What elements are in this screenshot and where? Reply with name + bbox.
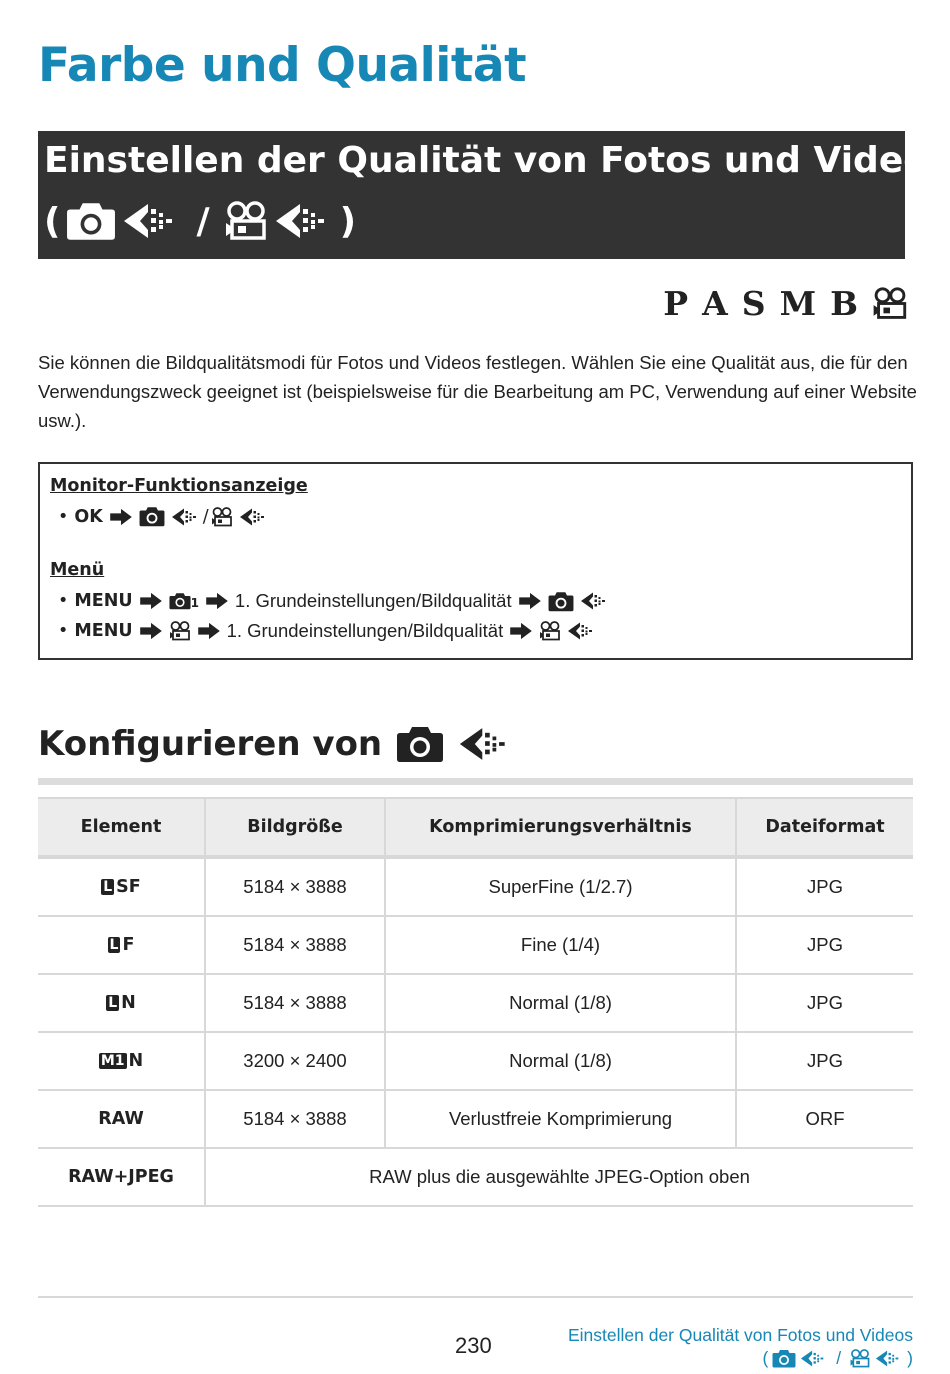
size-badge: L [103, 879, 113, 895]
intro-text: Sie können die Bildqualitätsmodi für Fotos und Videos festlegen. Wählen Sie eine Qualität aus, die für den Verwendungszweck geeignet ist (beispielsweise für die Bearbeitung am PC, Verwendung auf einer Website usw.). [38, 352, 917, 431]
right-arrow-icon [197, 622, 221, 640]
merged-cell: RAW plus die ausgewählte JPEG-Option oben [205, 1148, 913, 1206]
size-cell: 5184 × 3888 [205, 857, 385, 916]
camera-icon [772, 1349, 796, 1368]
element-cell: RAW+JPEG [38, 1148, 205, 1206]
menu-path-photo [58, 590, 610, 612]
mode-label: N [121, 993, 136, 1013]
right-arrow-icon [509, 622, 533, 640]
menu-path-text: 1. Grundeinstellungen/Bildqualität [234, 590, 512, 611]
size-badge: L [108, 995, 118, 1011]
right-arrow-icon [139, 622, 163, 640]
image-quality-icon [800, 1349, 828, 1368]
element-cell [38, 1090, 205, 1148]
right-arrow-icon [139, 592, 163, 610]
mode-m: M [779, 284, 817, 323]
mode-a: A [702, 284, 728, 323]
camera-icon [66, 201, 116, 241]
banner-icons [44, 193, 356, 249]
monitor-path [58, 506, 269, 527]
format-cell: JPG [736, 974, 913, 1032]
size-badge: M1 [100, 1053, 125, 1069]
slash: / [202, 506, 209, 527]
header-size: Bildgröße [205, 798, 385, 857]
element-cell [38, 916, 205, 974]
compression-cell: SuperFine (1/2.7) [385, 857, 736, 916]
menu-key: MENU [74, 621, 133, 641]
size-cell: 5184 × 3888 [205, 974, 385, 1032]
format-cell: JPG [736, 1032, 913, 1090]
size-cell: 5184 × 3888 [205, 1090, 385, 1148]
mode-label: SF [116, 877, 141, 897]
mode-label: RAW [98, 1109, 144, 1129]
banner-slash: / [196, 200, 210, 242]
section-heading [38, 724, 514, 764]
banner-close-paren: ) [339, 200, 357, 242]
access-box [38, 462, 913, 660]
table-row [38, 857, 913, 916]
menu-heading: Menü [50, 560, 105, 580]
chapter-title: Farbe und Qualität [38, 38, 527, 93]
footer-rule [38, 1296, 913, 1298]
size-badge: L [109, 937, 119, 953]
header-compression: Komprimierungsverhältnis [385, 798, 736, 857]
format-cell: JPG [736, 857, 913, 916]
movie-camera-icon [224, 201, 268, 241]
mode-s: S [741, 284, 766, 323]
footer-link[interactable] [568, 1324, 913, 1370]
format-cell: JPG [736, 916, 913, 974]
tab-subscript: 1 [190, 596, 199, 610]
compression-cell: Fine (1/4) [385, 916, 736, 974]
page-number: 230 [455, 1333, 492, 1358]
menu-path-movie [58, 620, 597, 642]
element-cell [38, 857, 205, 916]
menu-key: MENU [74, 591, 133, 611]
camera-icon [396, 725, 444, 763]
image-quality-icon [171, 507, 201, 527]
image-quality-icon [580, 591, 610, 611]
size-cell: 5184 × 3888 [205, 916, 385, 974]
photo-menu-tab [169, 592, 199, 610]
mode-p: P [663, 284, 689, 323]
camera-icon [548, 591, 574, 612]
table-header-row [38, 798, 913, 857]
movie-camera-icon [872, 287, 908, 320]
bullet: • [58, 591, 69, 611]
movie-camera-icon [169, 621, 191, 641]
format-cell: ORF [736, 1090, 913, 1148]
table-row [38, 1090, 913, 1148]
movie-camera-icon [849, 1349, 871, 1368]
camera-icon [139, 506, 165, 527]
header-element: Element [38, 798, 205, 857]
compression-cell: Normal (1/8) [385, 974, 736, 1032]
image-quality-icon [239, 507, 269, 527]
section-title: Konfigurieren von [38, 724, 383, 764]
quality-table [38, 797, 913, 1207]
movie-camera-icon [539, 621, 561, 641]
footer-link-title[interactable]: Einstellen der Qualität von Fotos und Videos [567, 1325, 913, 1345]
footer-close-paren: ) [907, 1348, 913, 1368]
table-row [38, 1032, 913, 1090]
image-quality-icon [274, 201, 334, 241]
monitor-heading: Monitor-Funktionsanzeige [50, 476, 308, 496]
camera-icon [169, 592, 191, 610]
image-quality-icon [567, 621, 597, 641]
header-format: Dateiformat [736, 798, 913, 857]
section-rule [38, 778, 913, 785]
banner-open-paren: ( [44, 200, 61, 242]
table-row [38, 1148, 913, 1206]
table-row [38, 916, 913, 974]
bullet: • [58, 621, 69, 641]
ok-key: OK [74, 506, 103, 527]
footer-link-icons[interactable] [568, 1347, 913, 1370]
banner-title: Einstellen der Qualität von Fotos und Videos [44, 140, 950, 181]
image-quality-icon [458, 725, 514, 763]
shooting-modes [663, 284, 908, 323]
right-arrow-icon [518, 592, 542, 610]
size-cell: 3200 × 2400 [205, 1032, 385, 1090]
movie-camera-icon [211, 507, 233, 527]
compression-cell: Normal (1/8) [385, 1032, 736, 1090]
menu-path-text: 1. Grundeinstellungen/Bildqualität [226, 620, 504, 641]
image-quality-icon [875, 1349, 903, 1368]
element-cell [38, 974, 205, 1032]
mode-b: B [830, 284, 858, 323]
footer-slash: / [836, 1348, 842, 1368]
bullet: • [58, 506, 69, 527]
footer-open-paren: ( [762, 1348, 769, 1368]
element-cell [38, 1032, 205, 1090]
table-row [38, 974, 913, 1032]
image-quality-icon [122, 201, 182, 241]
mode-label: F [122, 935, 135, 955]
mode-label: N [128, 1051, 144, 1071]
right-arrow-icon [109, 508, 133, 526]
compression-cell: Verlustfreie Komprimierung [385, 1090, 736, 1148]
right-arrow-icon [205, 592, 229, 610]
